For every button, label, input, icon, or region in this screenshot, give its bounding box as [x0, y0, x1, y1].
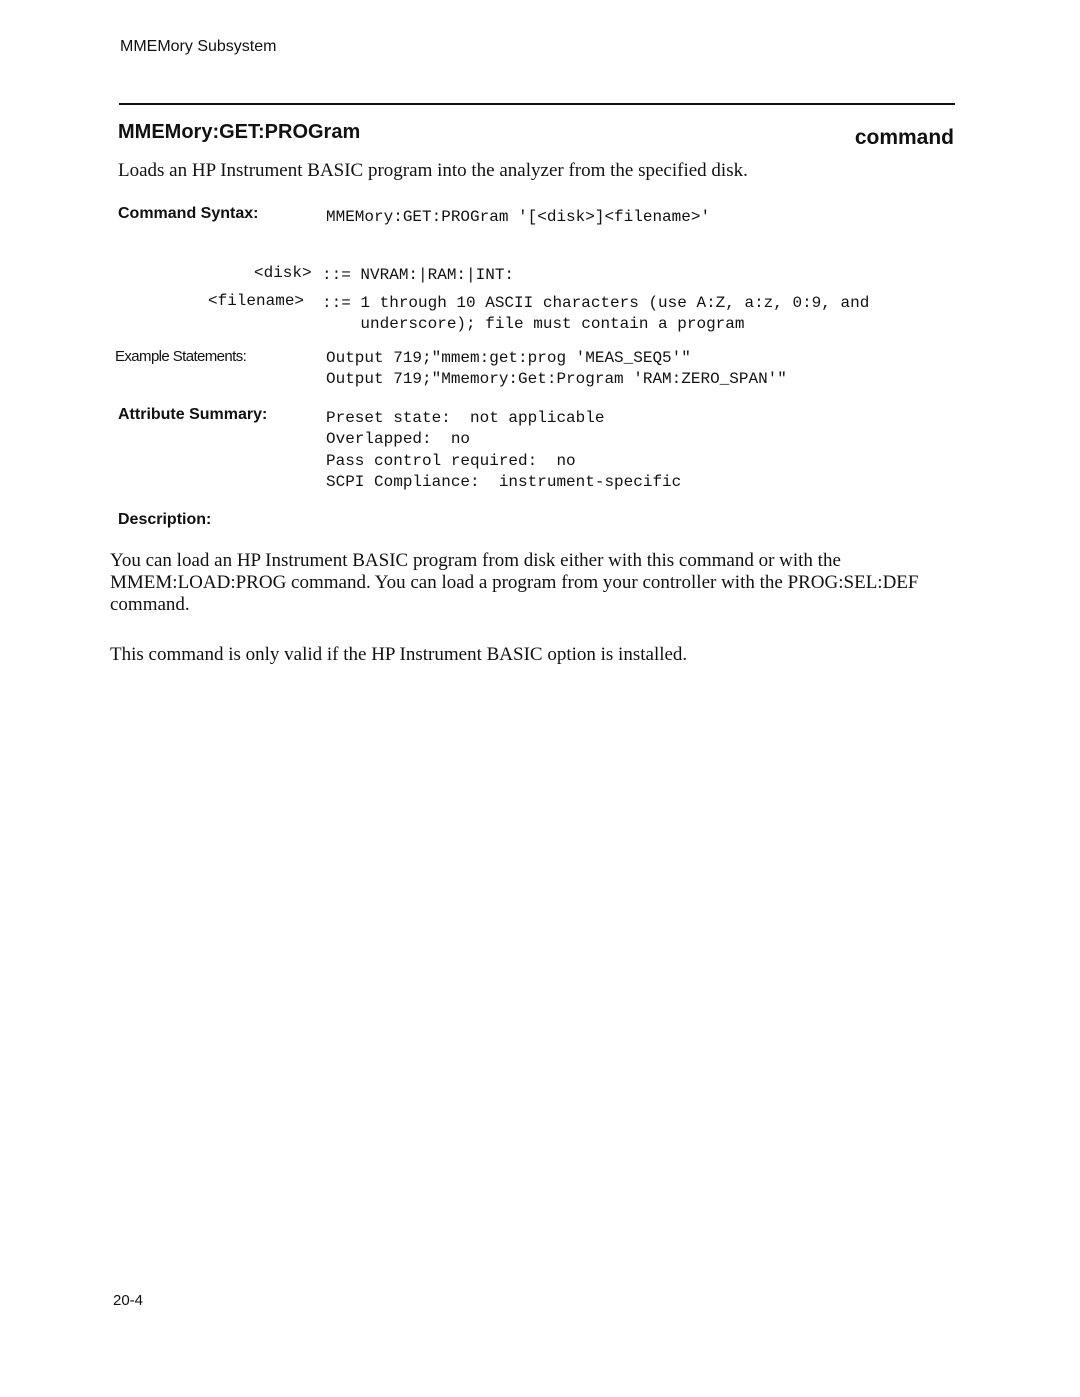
command-syntax-label: Command Syntax: [118, 205, 259, 222]
param-name-disk: <disk> [254, 264, 312, 282]
example-statement-line: Output 719;"mmem:get:prog 'MEAS_SEQ5'" [326, 349, 691, 367]
example-statement-line: Output 719;"Mmemory:Get:Program 'RAM:ZERO_SPAN'" [326, 370, 787, 388]
command-syntax-text: MMEMory:GET:PROGram '[<disk>]<filename>' [326, 208, 711, 226]
param-name-filename: <filename> [208, 292, 305, 310]
attribute-line-scpi: SCPI Compliance: instrument-specific [326, 473, 682, 491]
command-title: MMEMory:GET:PROGram [118, 121, 361, 143]
attribute-summary-label: Attribute Summary: [118, 406, 268, 423]
running-header: MMEMory Subsystem [120, 38, 277, 55]
description-paragraph: This command is only valid if the HP Instrument BASIC option is installed. [110, 644, 688, 665]
param-definition-disk: ::= NVRAM:|RAM:|INT: [322, 266, 515, 284]
attribute-line-overlapped: Overlapped: no [326, 430, 471, 448]
attribute-line-preset: Preset state: not applicable [326, 409, 605, 427]
command-summary: Loads an HP Instrument BASIC program into the analyzer from the specified disk. [118, 160, 748, 181]
attribute-line-pass-control: Pass control required: no [326, 452, 576, 470]
description-label: Description: [118, 511, 212, 528]
page-number: 20-4 [113, 1292, 144, 1309]
description-paragraph: You can load an HP Instrument BASIC program from disk either with this command or with the MMEM:LOAD:PROG command. You can load a program from your controller with the PROG:SEL:DEF command. [110, 550, 919, 615]
command-type-label: command [854, 126, 954, 149]
section-divider [119, 103, 955, 105]
param-definition-filename: ::= 1 through 10 ASCII characters (use A:Z, a:z, 0:9, and underscore); file must contain a program [322, 294, 870, 333]
example-statements-label: Example Statements: [115, 348, 247, 365]
